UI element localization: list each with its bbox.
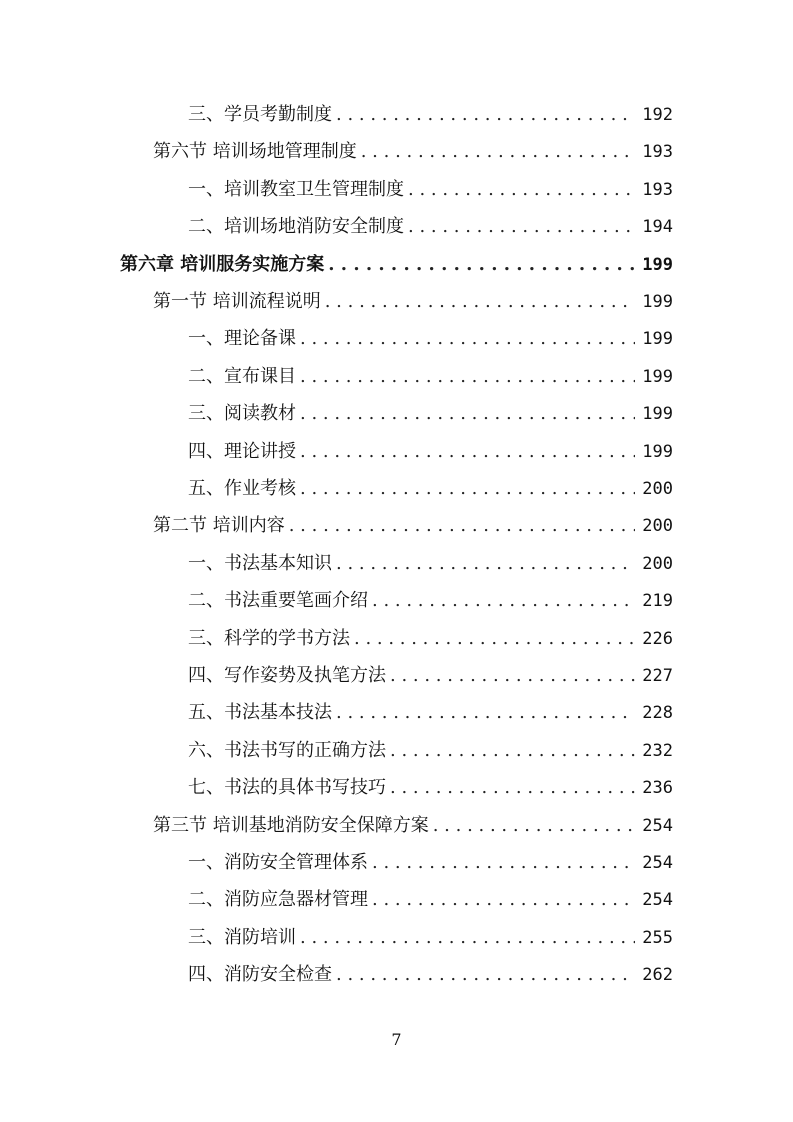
toc-entry-page: 255 <box>642 927 673 948</box>
toc-entry[interactable] <box>188 437 673 467</box>
toc-entry[interactable] <box>188 474 673 504</box>
toc-entry-title: 第六章 培训服务实施方案 <box>120 253 325 275</box>
toc-dot-leader <box>289 511 635 541</box>
toc-entry[interactable] <box>153 811 673 841</box>
toc-entry-title: 四、消防安全检查 <box>188 964 332 986</box>
toc-entry-title: 第二节 培训内容 <box>153 515 285 537</box>
toc-entry[interactable] <box>188 848 673 878</box>
toc-entry-title: 一、书法基本知识 <box>188 552 332 574</box>
toc-entry-page: 199 <box>642 329 673 350</box>
toc-entry-title: 五、作业考核 <box>188 478 296 499</box>
toc-entry[interactable] <box>188 399 673 429</box>
toc-entry-title: 三、消防培训 <box>188 926 296 948</box>
toc-dot-leader <box>390 736 635 766</box>
toc-entry-page: 199 <box>642 404 673 425</box>
toc-entry-page: 200 <box>642 479 673 499</box>
toc-entry[interactable] <box>188 624 673 654</box>
toc-entry[interactable] <box>153 287 673 317</box>
toc-entry[interactable] <box>188 100 673 130</box>
toc-entry-title: 二、书法重要笔画介绍 <box>188 590 368 612</box>
toc-dot-leader <box>372 885 635 915</box>
toc-entry[interactable] <box>153 511 673 541</box>
toc-entry-page: 228 <box>642 703 673 724</box>
toc-entry[interactable] <box>188 661 673 691</box>
toc-dot-leader <box>354 624 635 654</box>
toc-dot-leader <box>372 586 635 616</box>
toc-dot-leader <box>328 250 635 280</box>
toc-entry-title: 四、理论讲授 <box>188 440 296 462</box>
toc-entry[interactable] <box>188 773 673 803</box>
toc-entry-page: 254 <box>642 890 673 911</box>
toc-entry-page: 232 <box>642 740 673 761</box>
toc-entry[interactable] <box>188 362 673 392</box>
toc-dot-leader <box>300 399 635 429</box>
toc-entry-title: 一、培训教室卫生管理制度 <box>188 178 404 200</box>
toc-dot-leader <box>336 960 635 990</box>
toc-dot-leader <box>336 549 635 579</box>
toc-entry-page: 194 <box>642 217 673 238</box>
toc-entry-page: 226 <box>642 628 673 649</box>
toc-entry-title: 一、理论备课 <box>188 328 296 350</box>
toc-entry[interactable] <box>188 698 673 728</box>
toc-entry-title: 一、消防安全管理体系 <box>188 852 368 873</box>
toc-dot-leader <box>300 362 635 392</box>
toc-entry[interactable] <box>188 885 673 915</box>
toc-dot-leader <box>361 137 635 167</box>
toc-entry-page: 199 <box>642 292 673 312</box>
toc-entry-title: 二、培训场地消防安全制度 <box>188 216 404 238</box>
toc-entry-title: 六、书法书写的正确方法 <box>188 739 386 761</box>
toc-entry-title: 四、写作姿势及执笔方法 <box>188 665 386 686</box>
toc-dot-leader <box>433 811 635 841</box>
toc-dot-leader <box>336 100 635 130</box>
toc-entry-page: 193 <box>642 179 673 200</box>
toc-entry-page: 262 <box>642 965 673 986</box>
toc-dot-leader <box>390 773 635 803</box>
toc-entry-page: 254 <box>642 853 673 873</box>
toc-dot-leader <box>300 923 635 953</box>
toc-entry-page: 254 <box>642 815 673 836</box>
toc-dot-leader <box>325 287 635 317</box>
toc-entry-title: 五、书法基本技法 <box>188 702 332 724</box>
toc-entry[interactable] <box>188 736 673 766</box>
toc-dot-leader <box>300 437 635 467</box>
toc-entry-page: 236 <box>642 778 673 799</box>
page-number: 7 <box>391 1030 402 1049</box>
toc-entry-title: 第一节 培训流程说明 <box>153 291 321 312</box>
toc-dot-leader <box>390 661 635 691</box>
toc-entry-page: 199 <box>642 254 673 275</box>
toc-entry[interactable] <box>188 212 673 242</box>
toc-entry[interactable] <box>188 549 673 579</box>
toc-dot-leader <box>336 698 635 728</box>
toc-entry-title: 第六节 培训场地管理制度 <box>153 141 357 163</box>
toc-entry-page: 200 <box>642 553 673 574</box>
toc-entry-page: 200 <box>642 516 673 537</box>
toc-entry-title: 三、学员考勤制度 <box>188 104 332 125</box>
toc-entry-title: 第三节 培训基地消防安全保障方案 <box>153 814 429 836</box>
toc-dot-leader <box>408 175 635 205</box>
toc-dot-leader <box>300 324 635 354</box>
toc-entry[interactable] <box>188 324 673 354</box>
toc-entry[interactable] <box>188 960 673 990</box>
toc-entry-title: 三、阅读教材 <box>188 403 296 425</box>
toc-entry-page: 199 <box>642 441 673 462</box>
toc-entry-page: 193 <box>642 142 673 163</box>
toc-entry-title: 三、科学的学书方法 <box>188 627 350 649</box>
toc-dot-leader <box>372 848 635 878</box>
toc-entry-title: 二、消防应急器材管理 <box>188 889 368 911</box>
toc-entry[interactable] <box>120 250 673 280</box>
toc-entry[interactable] <box>153 137 673 167</box>
toc-entry-page: 192 <box>642 105 673 125</box>
toc-entry-page: 219 <box>642 591 673 612</box>
toc-entry-page: 199 <box>642 366 673 387</box>
toc-dot-leader <box>408 212 635 242</box>
toc-entry-title: 七、书法的具体书写技巧 <box>188 777 386 799</box>
toc-entry[interactable] <box>188 923 673 953</box>
toc-entry-title: 二、宣布课目 <box>188 365 296 387</box>
toc-dot-leader <box>300 474 635 504</box>
toc-entry[interactable] <box>188 586 673 616</box>
toc-entry[interactable] <box>188 175 673 205</box>
toc-entry-page: 227 <box>642 666 673 686</box>
